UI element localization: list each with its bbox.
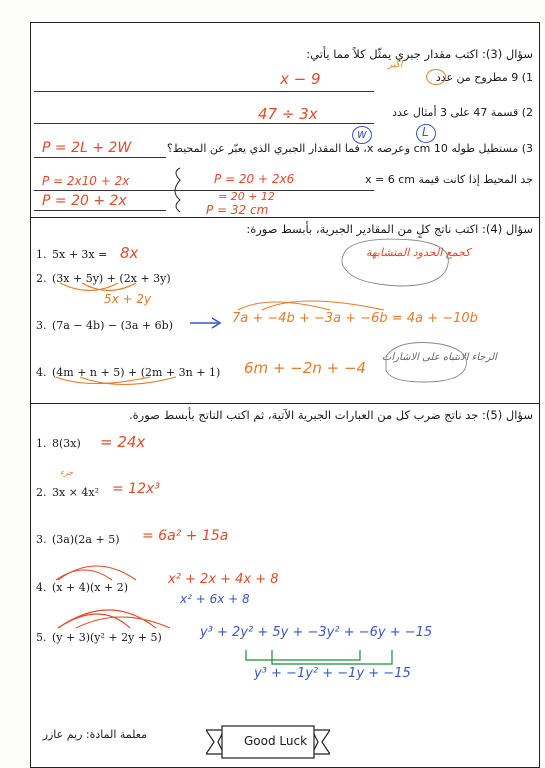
- good-luck-text: Good Luck: [244, 734, 308, 748]
- q5-item4-expr: (x + 4)(x + 2): [52, 581, 128, 594]
- q5-item3-num: 3.: [36, 533, 47, 546]
- q3-work-left-2: P = 20 + 2x: [42, 193, 127, 209]
- q4-item3-arcs: [238, 301, 384, 310]
- q4-item4-underlines: [56, 377, 176, 385]
- q4-item4-expr: (4m + n + 5) + (2m + 3n + 1): [52, 366, 221, 379]
- footer-teacher: معلمة المادة: ريم عازر: [42, 728, 147, 741]
- q4-item4-num: 4.: [36, 366, 47, 379]
- q3-item2-answer: 47 ÷ 3x: [258, 105, 318, 123]
- q3-work-right-2: = 20 + 12: [218, 190, 275, 203]
- q5-item3-expr: (3a)(2a + 5): [52, 533, 120, 546]
- q5-item5-answer: y³ + 2y² + 5y + −3y² + −6y + −15: [200, 625, 433, 640]
- q4-note-bubble: [342, 239, 466, 382]
- q4-item1-num: 1.: [36, 248, 47, 261]
- q4-item4-answer: 6m + −2n + −4: [244, 359, 367, 377]
- q4-item2-num: 2.: [36, 272, 47, 285]
- q5-item1-expr: 8(3x): [52, 437, 81, 450]
- q5-item4-arcs: [56, 566, 136, 580]
- q5-item5-expr: (y + 3)(y² + 2y + 5): [52, 631, 162, 644]
- q4-note-like-terms: كجمع الحدود المتشابهة: [366, 246, 471, 259]
- q4-item3-expr: (7a − 4b) − (3a + 6b): [52, 319, 173, 332]
- q3-work-left-1: P = 2x10 + 2x: [42, 174, 130, 188]
- q4-item1-answer: 8x: [120, 244, 139, 262]
- q5-note-mult: جزء: [60, 468, 74, 477]
- q5-item2-answer: = 12x³: [112, 481, 160, 497]
- q4-title: سؤال (4): اكتب ناتج كلٍ من المقادير الجبرية، بأبسط صورة:: [246, 222, 533, 236]
- q5-item3-answer: = 6a² + 15a: [142, 528, 229, 544]
- q3-item2: 2) قسمة 47 على 3 أمثال عدد: [392, 106, 533, 119]
- q4-item2-expr: (3x + 5y) + (2x + 3y): [52, 272, 171, 285]
- q4-item3-answer: 7a + −4b + −3a + −6b = 4a + −10b: [232, 311, 478, 326]
- q4-note-signs: الرجاء الانتباه على الاشارات: [382, 352, 497, 363]
- q3-item1-note: اكبر: [388, 60, 403, 70]
- q5-item4-answer: x² + 2x + 4x + 8: [168, 572, 279, 587]
- q4-item3-num: 3.: [36, 319, 47, 332]
- q3-work-right-1: P = 20 + 2x6: [214, 172, 295, 186]
- q3-work-right-3: P = 32 cm: [206, 203, 269, 217]
- q3-bracket: [175, 168, 180, 212]
- q4-item1-expr: 5x + 3x =: [52, 248, 108, 261]
- q3-item3-answer: P = 2L + 2W: [42, 140, 132, 156]
- q5-title: سؤال (5): جد ناتج ضرب كل من العبارات الجبرية الآتية، ثم اكتب الناتج بأبسط صورة.: [128, 408, 533, 422]
- q5-item4-answer-simplified: x² + 6x + 8: [180, 592, 250, 606]
- q3-letter-l: L: [422, 125, 429, 139]
- q3-item1: 1) 9 مطروح من عدد: [435, 71, 533, 84]
- q5-item5-num: 5.: [36, 631, 47, 644]
- q5-item5-answer-simplified: y³ + −1y² + −1y + −15: [254, 666, 411, 681]
- q4-item2-answer: 5x + 2y: [104, 292, 152, 306]
- q3-item3-sub: جد المحيط إذا كانت قيمة x = 6 cm: [365, 173, 533, 186]
- q5-item2-num: 2.: [36, 486, 47, 499]
- q3-letter-w: w: [357, 127, 367, 141]
- q3-item3: 3) مستطيل طوله 10 cm وعرضه x، فما المقدار الجبري الذي يعبّر عن المحيط؟: [166, 142, 533, 155]
- q4-item3-arrow: [190, 318, 220, 328]
- q4-item2-arcs: [60, 283, 136, 291]
- q5-item2-expr: 3x × 4x²: [52, 486, 100, 499]
- q5-item5-brackets: [246, 650, 392, 664]
- q5-item5-arcs: [58, 610, 170, 628]
- q5-item1-num: 1.: [36, 437, 47, 450]
- good-luck-banner: [206, 724, 330, 764]
- q5-item4-num: 4.: [36, 581, 47, 594]
- q3-title: سؤال (3): اكتب مقدار جبري يمثّل كلاً مما يأتي:: [306, 47, 533, 61]
- q5-item1-answer: = 24x: [100, 433, 146, 451]
- q3-item1-answer: x − 9: [280, 70, 321, 88]
